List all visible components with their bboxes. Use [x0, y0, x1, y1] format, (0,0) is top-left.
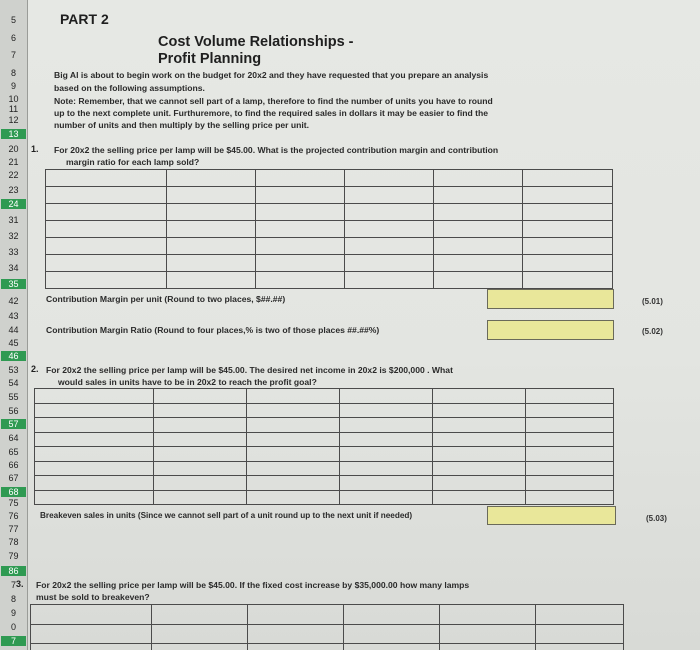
- row-number: 21: [8, 157, 19, 167]
- row-number: 42: [8, 296, 19, 306]
- question-3-text: For 20x2 the selling price per lamp will be $45.00. If the fixed cost increase by $35,000.00 how many lamps: [36, 580, 470, 590]
- page-title: Cost Volume Relationships -: [158, 34, 354, 50]
- contribution-margin-ratio-answer-input[interactable]: [487, 320, 614, 340]
- row-number: 5: [10, 15, 16, 25]
- row-number: 24: [1, 199, 26, 209]
- row-number: 86: [1, 566, 26, 576]
- answer-code: (5.02): [642, 327, 663, 336]
- part-label: PART 2: [60, 11, 109, 27]
- question-3-text-line2: must be sold to breakeven?: [36, 592, 150, 602]
- intro-line: up to the next complete unit. Furthuremore, to find the required sales in dollars it may be easier to find the: [54, 108, 489, 118]
- row-number: 8: [10, 68, 16, 78]
- row-number: 68: [1, 487, 26, 497]
- row-number: 31: [8, 215, 19, 225]
- row-number: 33: [8, 247, 19, 257]
- contribution-margin-label: Contribution Margin per unit (Round to two places, $##.##): [46, 294, 286, 304]
- intro-line: Note: Remember, that we cannot sell part of a lamp, therefore to find the number of units you have to round: [54, 96, 493, 106]
- row-number: 7: [1, 636, 26, 646]
- row-number: 65: [8, 447, 19, 457]
- row-number: 67: [8, 473, 19, 483]
- row-number: 64: [8, 433, 19, 443]
- row-number: 13: [1, 129, 26, 139]
- row-number: 22: [8, 170, 19, 180]
- question-2-work-grid[interactable]: [34, 388, 614, 505]
- question-2-text-line2: would sales in units have to be in 20x2 to reach the profit goal?: [58, 377, 317, 387]
- question-3-number: 3.: [16, 579, 24, 589]
- row-number: 7: [10, 50, 16, 60]
- question-3-work-grid[interactable]: [30, 604, 624, 650]
- row-number: 78: [8, 537, 19, 547]
- intro-line: number of units and then multiply by the selling price per unit.: [54, 120, 309, 130]
- question-1-text: For 20x2 the selling price per lamp will be $45.00. What is the projected contribution margin and contribution: [54, 145, 499, 155]
- answer-code: (5.03): [646, 514, 667, 523]
- row-number: 44: [8, 325, 19, 335]
- question-1-text-line2: margin ratio for each lamp sold?: [66, 157, 200, 167]
- row-number: 77: [8, 524, 19, 534]
- row-number: 10: [8, 94, 19, 104]
- row-number: 11: [8, 104, 19, 114]
- row-number: 54: [8, 378, 19, 388]
- row-number: 66: [8, 460, 19, 470]
- row-number: 32: [8, 231, 19, 241]
- question-1-work-grid[interactable]: [45, 169, 613, 289]
- contribution-margin-ratio-label: Contribution Margin Ratio (Round to four places,% is two of those places ##.##%): [46, 325, 380, 335]
- row-number: 75: [8, 498, 19, 508]
- row-number: 20: [8, 144, 19, 154]
- question-2-number: 2.: [31, 364, 39, 374]
- row-number: 34: [8, 263, 19, 273]
- question-1-number: 1.: [31, 144, 39, 154]
- intro-line: Big Al is about to begin work on the budget for 20x2 and they have requested that you prepare an analysis: [54, 70, 489, 80]
- row-number: 0: [10, 622, 16, 632]
- row-number: 55: [8, 392, 19, 402]
- row-number: 56: [8, 406, 19, 416]
- row-number: 46: [1, 351, 26, 361]
- row-number: 12: [8, 115, 19, 125]
- page-subtitle: Profit Planning: [158, 51, 262, 67]
- row-number: 23: [8, 185, 19, 195]
- row-number: 53: [8, 365, 19, 375]
- row-number: 9: [10, 81, 16, 91]
- row-number: 8: [10, 594, 16, 604]
- row-number: 57: [1, 419, 26, 429]
- row-number: 35: [1, 279, 26, 289]
- contribution-margin-answer-input[interactable]: [487, 289, 614, 309]
- answer-code: (5.01): [642, 297, 663, 306]
- row-number-gutter: [0, 0, 28, 650]
- row-number: 79: [8, 551, 19, 561]
- question-2-text: For 20x2 the selling price per lamp will be $45.00. The desired net income in 20x2 is $200,000 . What: [46, 365, 453, 375]
- breakeven-units-answer-input[interactable]: [487, 506, 616, 525]
- row-number: 7: [10, 580, 16, 590]
- breakeven-units-label: Breakeven sales in units (Since we cannot sell part of a unit round up to the next unit if needed): [40, 511, 413, 520]
- row-number: 6: [10, 33, 16, 43]
- row-number: 9: [10, 608, 16, 618]
- row-number: 43: [8, 311, 19, 321]
- intro-line: based on the following assumptions.: [54, 83, 205, 93]
- row-number: 76: [8, 511, 19, 521]
- row-number: 45: [8, 338, 19, 348]
